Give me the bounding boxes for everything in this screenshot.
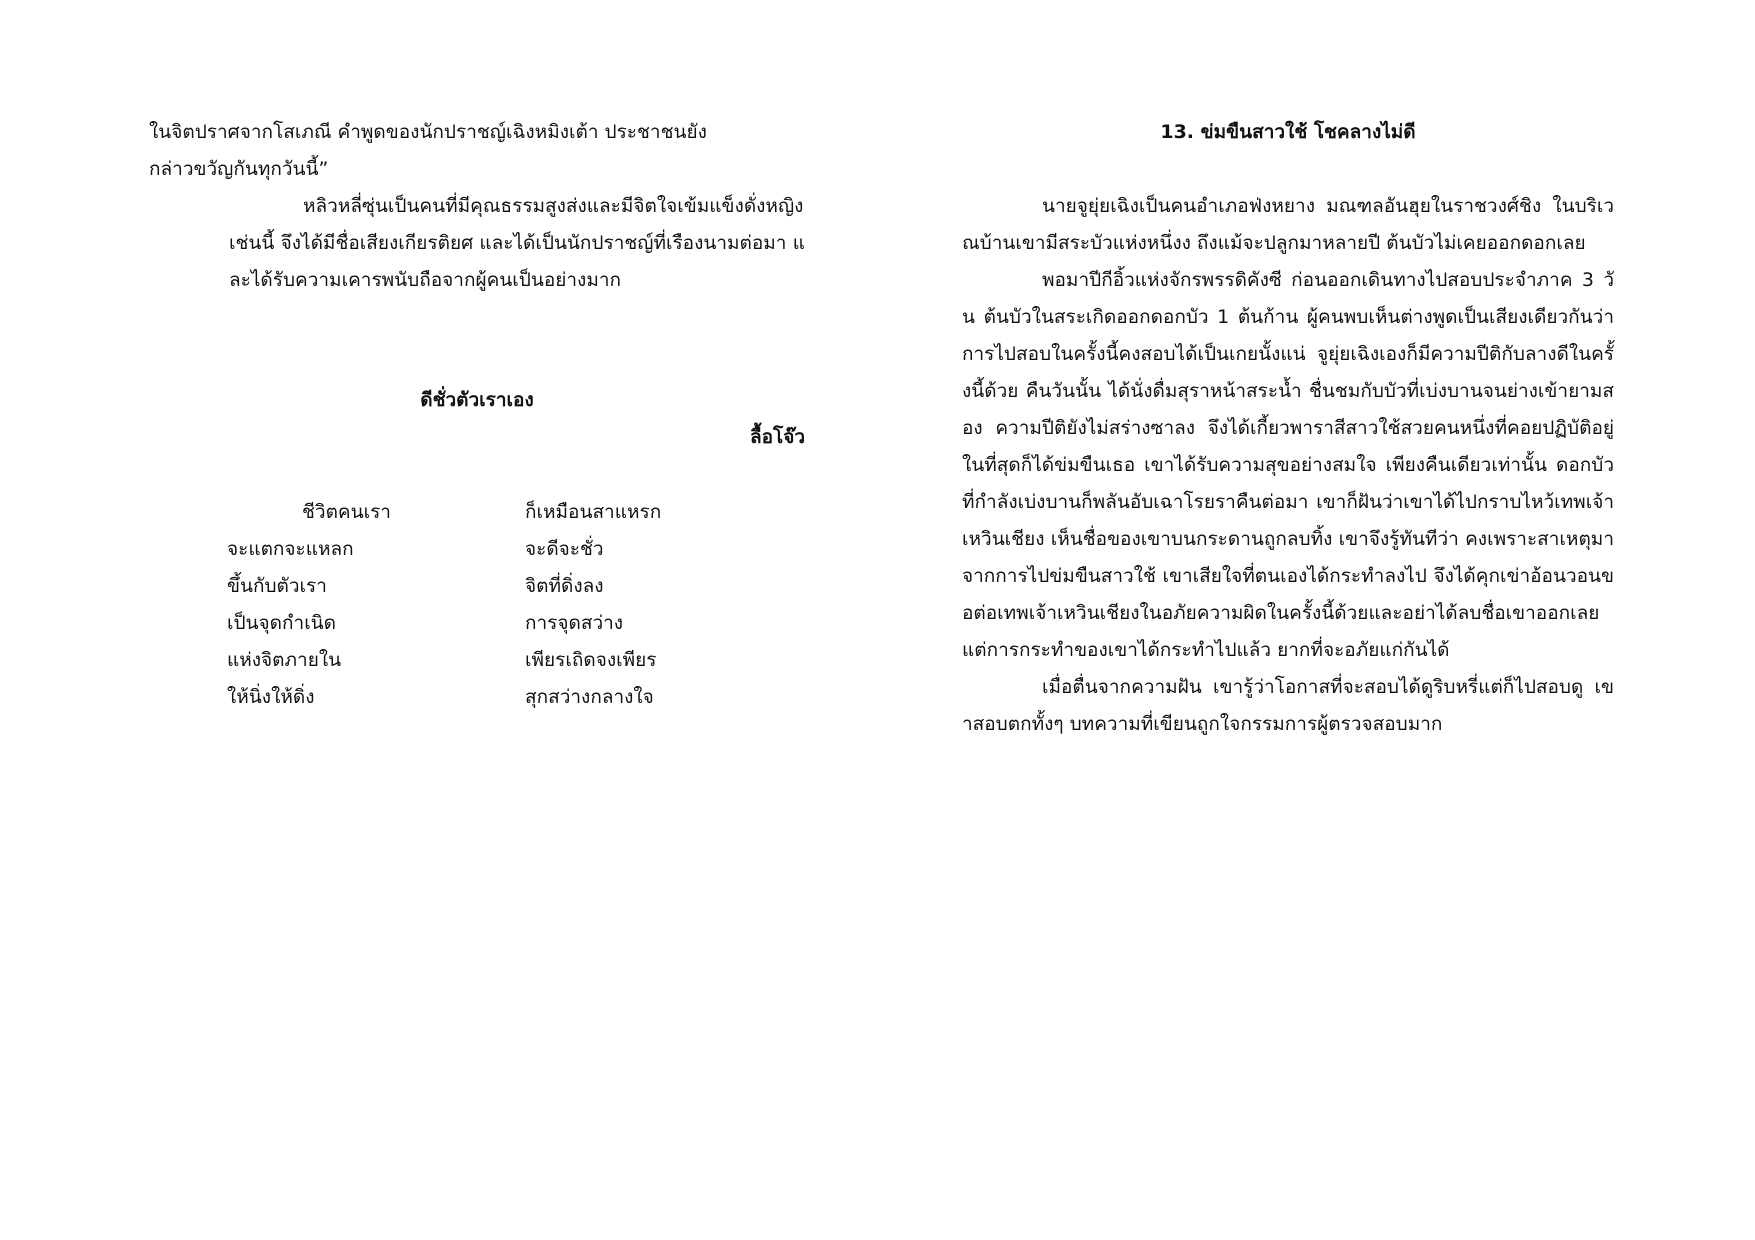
poem-line (227, 642, 787, 679)
poem-line-first-half: ชีวิตคนเรา (302, 501, 391, 523)
poem-line-first-half: ขึ้นกับตัวเรา (227, 575, 327, 597)
poem-line (227, 531, 787, 568)
closing-paragraph: หลิวหลี่ซุ่นเป็นคนที่มีคุณธรรมสูงส่งและมีจิตใจเข้มแข็งดั่งหญิงเช่นนี้ จึงได้มีชื่อเสียงเกียรติยศ และได้เป็นนักปราชญ์ที่เรืองนามต่อมา และได้รับความเคารพนับถือจากผู้คนเป็นอย่างมาก (229, 195, 805, 291)
story-paragraph: เมื่อตื่นจากความฝัน เขารู้ว่าโอกาสที่จะสอบได้ดูริบหรี่แต่ก็ไปสอบดู เขาสอบตกทั้งๆ บทความที่เขียนถูกใจกรรมการผู้ตรวจสอบมาก (962, 676, 1614, 735)
poem-line (227, 605, 787, 642)
poem-line (227, 568, 787, 605)
poem-line-second-half: เพียรเถิดจงเพียร (525, 649, 657, 671)
right-page (962, 114, 1614, 743)
story-paragraph: นายจูยุ่ยเฉิงเป็นคนอำเภอฟ่งหยาง มณฑลอันฮุยในราชวงศ์ชิง ในบริเวณบ้านเขามีสระบัวแห่งหนึ่งง ถึงแม้จะปลูกมาหลายปี ต้นบัวไม่เคยออกดอกเลย (962, 195, 1614, 254)
poem-line-first-half: จะแตกจะแหลก (227, 538, 354, 560)
continued-text-line-2: กล่าวขวัญกันทุกวันนี้” (149, 158, 329, 180)
poem (227, 494, 787, 716)
poem-line-second-half: ก็เหมือนสาแหรก (525, 501, 662, 523)
poem-line (227, 494, 787, 531)
poem-line-first-half: ให้นิ่งให้ดิ่ง (227, 686, 315, 708)
poem-title: ดีชั่วตัวเราเอง (420, 389, 534, 411)
poem-line-second-half: จิตที่ดิ่งลง (525, 575, 604, 597)
poem-line-second-half: สุกสว่างกลางใจ (525, 686, 654, 708)
story-title: 13. ข่มขืนสาวใช้ โชคลางไม่ดี (1160, 121, 1416, 143)
poem-author: ลื้อโจ๊ว (749, 426, 805, 448)
story-paragraph: พอมาปีกีอิ้วแห่งจักรพรรดิคังซี ก่อนออกเดินทางไปสอบประจำภาค 3 วัน ต้นบัวในสระเกิดออกดอกบัว 1 ต้นก้าน ผู้คนพบเห็นต่างพูดเป็นเสียงเดียวกันว่า การไปสอบในครั้งนี้คงสอบได้เป็นเกยนั้งแน่ จูยุ่ยเฉิงเองก็มีความปีติกับลางดีในครั้งนี้ด้วย คืนวันนั้น ได้นั่งดื่มสุราหน้าสระน้ำ ชื่นชมกับบัวที่เบ่งบานจนย่างเข้ายามสอง ความปีติยังไม่สร่างซาลง จึงได้เกี้ยวพาราสีสาวใช้สวยคนหนึ่งที่คอยปฏิบัติอยู่ ในที่สุดก็ได้ข่มขืนเธอ เขาได้รับความสุขอย่างสมใจ เพียงคืนเดียวเท่านั้น ดอกบัวที่กำลังเบ่งบานก็พลันอับเฉาโรยราคืนต่อมา เขาก็ฝันว่าเขาได้ไปกราบไหว้เทพเจ้าเหวินเชียง เห็นชื่อของเขาบนกระดานถูกลบทิ้ง เขาจึงรู้ทันทีว่า คงเพราะสาเหตุมาจากการไปข่มขืนสาวใช้ เขาเสียใจที่ตนเองได้กระทำลงไป จึงได้คุกเข่าอ้อนวอนขอต่อเทพเจ้าเหวินเชียงในอภัยความผิดในครั้งนี้ด้วยและอย่าได้ลบชื่อเขาออกเลย แต่การกระทำของเขาได้กระทำไปแล้ว ยากที่จะอภัยแก่กันได้ (962, 269, 1614, 661)
poem-line-first-half: แห่งจิตภายใน (227, 649, 342, 671)
poem-line-second-half: จะดีจะชั่ว (525, 538, 604, 560)
left-page (149, 114, 805, 708)
poem-line-second-half: การจุดสว่าง (525, 612, 624, 634)
continued-text-line-1: ในจิตปราศจากโสเภณี คำพูดของนักปราชญ์เฉิงหมิงเต้า ประชาชนยัง (149, 121, 707, 143)
poem-line-first-half: เป็นจุดกำเนิด (227, 612, 337, 634)
poem-line (227, 679, 787, 716)
